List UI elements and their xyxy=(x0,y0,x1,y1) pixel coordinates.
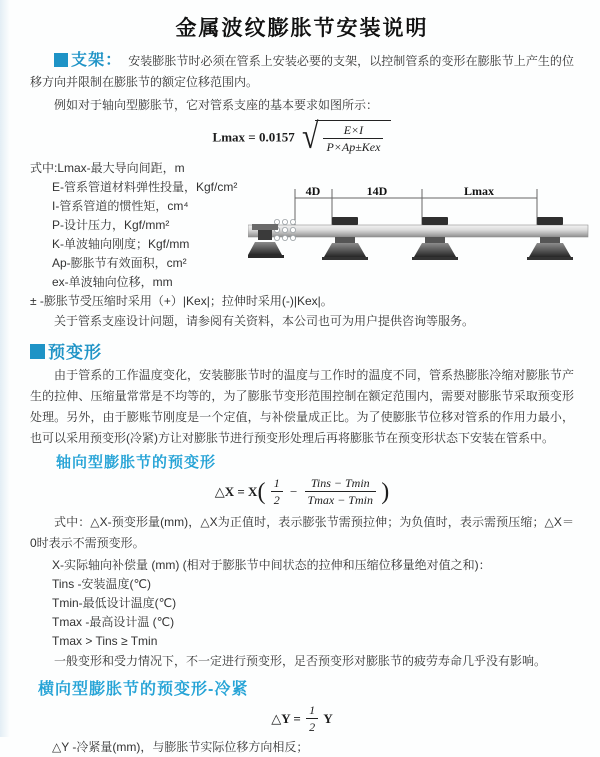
plus-minus-note: ± -膨胀节受压缩时采用（+）|Kex|；拉伸时采用(-)|Kex|。 xyxy=(30,293,333,308)
lmax-formula-lhs: Lmax = 0.0157 xyxy=(212,129,295,145)
lateral-formula-lhs: △Y = xyxy=(271,710,301,726)
fraction-numerator: 1 xyxy=(271,476,283,492)
fraction-denominator: 2 xyxy=(309,719,316,734)
radical-sign xyxy=(301,116,391,157)
one-half-fraction xyxy=(269,476,285,508)
section-marker-icon xyxy=(54,53,68,67)
definition-line: E-管系管道材料弹性投量，Kgf/cm² xyxy=(52,179,238,194)
axial-note-line: 一般变形和受力情况下，不一定进行预变形，足否预变形对膨胀节的疲劳寿命几乎没有影响。 xyxy=(54,653,547,668)
radicand xyxy=(315,120,391,155)
preform-body-paragraph: 由于管系的工作温度变化，安装膨胀节时的温度与工作时的温度不同，管系热膨胀冷缩对膨胀节产生的拉伸、压缩量常常是不均等的，为了膨胀节变形范围控制在额定范围内，需要对膨胀节采取预变形处理。另外，由于膨账节刚度是一个定值，与补偿量成正比。为了使膨胀节位移对管系的作用力最小，也可以采用预变形(冷紧)方让对膨胀节进行预变形处理后再将膨胀节在预变形状态下安装在管系中。 xyxy=(30,367,574,445)
temperature-relation-line: Tmax > Tins ≥ Tmin xyxy=(52,633,158,648)
preform-section-heading xyxy=(30,338,574,363)
definition-line: P-设计压力，Kgf/mm² xyxy=(52,217,170,232)
tmax-definition-line: Tmax -最高设计温 (℃) xyxy=(52,614,175,629)
dim-label-lmax: Lmax xyxy=(464,184,494,198)
support-intro-text: 安装膨胀节时必须在管系上安装必要的支架，以控制管系的变形在膨胀节上产生的位移方向并限制在膨胀节的额定位移范围内。 xyxy=(30,54,574,89)
axial-preform-formula xyxy=(30,476,574,508)
lmax-formula xyxy=(30,116,574,157)
pipe-guide-support xyxy=(412,217,458,260)
definition-line: I-管系管道的惯性矩，cm⁴ xyxy=(52,198,189,213)
fraction-denominator: P×Ap±Kex xyxy=(326,140,381,155)
fraction-numerator: 1 xyxy=(306,703,318,719)
axial-formula-lhs: △X = X xyxy=(214,483,258,499)
definitions-and-diagram xyxy=(30,159,574,292)
pipe-guide-support xyxy=(322,217,368,260)
x-definition-line: X-实际轴向补偿量 (mm) (相对于膨胀节中间状态的拉伸和压缩位移量绝对值之和)： xyxy=(52,557,491,572)
definition-line: 式中:Lmax-最大导向间距，m xyxy=(30,160,185,175)
lateral-preform-formula xyxy=(30,703,574,735)
support-intro-paragraph xyxy=(30,50,574,93)
fraction-numerator: Tins − Tmin xyxy=(305,476,376,492)
fraction-denominator: 2 xyxy=(273,493,280,508)
axial-explain-paragraph: 式中：△X-预变形量(mm)，△X为正值时，表示膨张节需预拉伸；为负值时，表示需预压缩；△X＝0时表示不需预变形。 xyxy=(30,514,574,550)
pipe-support-diagram xyxy=(248,185,594,263)
lateral-formula-rhs: Y xyxy=(323,710,333,726)
one-half-fraction xyxy=(304,703,320,735)
support-example-line: 例如对于轴向型膨胀节，它对管系支座的基本要求如图所示： xyxy=(54,98,379,112)
temperature-fraction xyxy=(303,476,378,508)
close-paren: ) xyxy=(381,478,390,505)
consult-note: 关于管系支座设计问题，请参阅有关资料，本公司也可为用户提供咨询等服务。 xyxy=(54,313,475,328)
pipe-guide-support xyxy=(527,217,573,260)
lmax-fraction xyxy=(321,123,385,155)
tins-definition-line: Tins -安装温度(℃) xyxy=(52,576,152,591)
lateral-preform-heading: 横向型膨胀节的预变形-冷紧 xyxy=(38,680,249,698)
definition-line: Ap-膨胀节有效面积，cm² xyxy=(52,255,187,270)
definition-line: ex-单波轴向位移，mm xyxy=(52,274,173,289)
fraction-denominator: Tmax − Tmin xyxy=(307,493,373,508)
support-section-heading: 支架： xyxy=(71,52,123,69)
pipe xyxy=(248,225,588,237)
fraction-numerator: E×I xyxy=(323,123,383,139)
lateral-note-line: △Y -冷紧量(mm)，与膨胀节实际位移方向相反； xyxy=(52,740,309,755)
definition-line: K-单波轴向刚度；Kgf/mm xyxy=(52,236,190,251)
tmin-definition-line: Tmin-最低设计温度(℃) xyxy=(52,595,177,610)
minus-operator: − xyxy=(289,483,298,499)
dim-label-14d: 14D xyxy=(366,184,388,198)
dim-label-4d: 4D xyxy=(305,184,321,198)
section-marker-icon xyxy=(30,344,45,359)
preform-heading-label: 预变形 xyxy=(48,342,102,362)
axial-preform-heading: 轴向型膨胀节的预变形 xyxy=(56,453,217,471)
page-title: 金属波纹膨胀节安装说明 xyxy=(175,17,429,40)
radical-glyph: √ xyxy=(301,116,319,157)
open-paren: ( xyxy=(257,478,266,505)
